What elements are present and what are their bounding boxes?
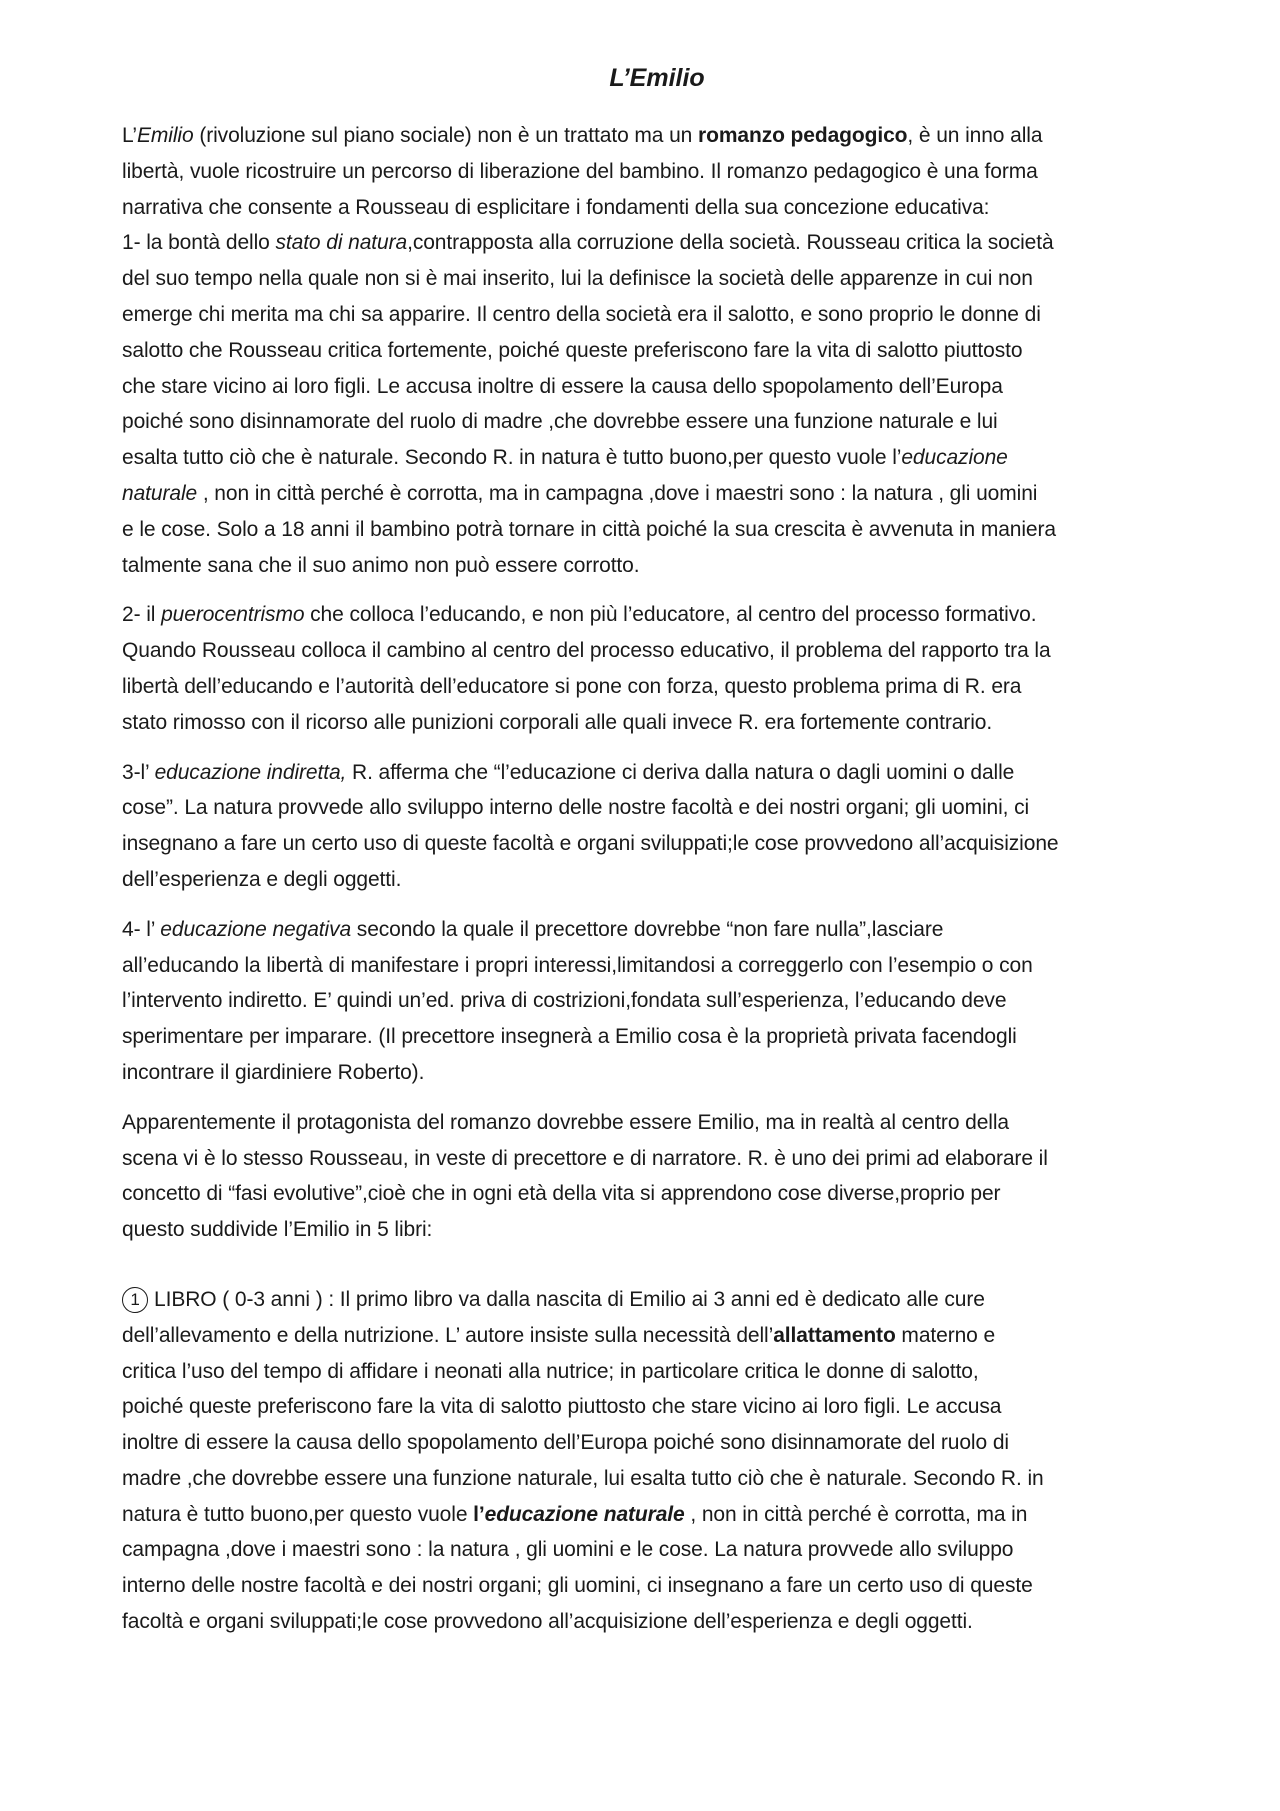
text-line: dell’allevamento e della nutrizione. L’ autore insiste sulla necessità dell’allattamento materno e (122, 1323, 996, 1347)
italic-text: naturale (122, 481, 198, 505)
text-line: 1- la bontà dello stato di natura,contrapposta alla corruzione della società. Rousseau critica la società (122, 231, 1054, 255)
text-line: Apparentemente il protagonista del romanzo dovrebbe essere Emilio, ma in realtà al centro della (122, 1110, 1009, 1134)
text-line: 1 LIBRO ( 0-3 anni ) : Il primo libro va dalla nascita di Emilio ai 3 anni ed è dedicato alle cure (122, 1282, 1192, 1318)
text-line: poiché queste preferiscono fare la vita di salotto piuttosto che stare vicino ai loro figli. Le accusa (122, 1395, 1002, 1419)
text-line: dell’esperienza e degli oggetti. (122, 867, 402, 891)
text-line: natura è tutto buono,per questo vuole l’educazione naturale , non in città perché è corrotta, ma in (122, 1502, 1028, 1526)
text-line: narrativa che consente a Rousseau di esplicitare i fondamenti della sua concezione educativa: (122, 195, 990, 219)
text-line: critica l’uso del tempo di affidare i neonati alla nutrice; in particolare critica le donne di salotto, (122, 1359, 979, 1383)
text-line: sperimentare per imparare. (Il precettore insegnerà a Emilio cosa è la proprietà privata facendogli (122, 1025, 1017, 1049)
text-line: campagna ,dove i maestri sono : la natura , gli uomini e le cose. La natura provvede allo sviluppo (122, 1538, 1014, 1562)
text-line: questo suddivide l’Emilio in 5 libri: (122, 1218, 433, 1242)
text-line: insegnano a fare un certo uso di queste facoltà e organi sviluppati;le cose provvedono all’acquisizione (122, 832, 1059, 856)
text-line: incontrare il giardiniere Roberto). (122, 1060, 425, 1084)
circled-number-icon: 1 (122, 1287, 148, 1313)
italic-text: puerocentrismo (161, 603, 305, 627)
text-line: libertà, vuole ricostruire un percorso di liberazione del bambino. Il romanzo pedagogico è una forma (122, 159, 1038, 183)
text-line: l’intervento indiretto. E’ quindi un’ed. priva di costrizioni,fondata sull’esperienza, l’educando deve (122, 989, 1007, 1013)
text-line: all’educando la libertà di manifestare i propri interessi,limitandosi a correggerlo con l’esempio o con (122, 953, 1033, 977)
text-line: del suo tempo nella quale non si è mai inserito, lui la definisce la società delle apparenze in cui non (122, 267, 1033, 291)
italic-text: educazione negativa (160, 917, 352, 941)
text-line: madre ,che dovrebbe essere una funzione naturale, lui esalta tutto ciò che è naturale. Secondo R. in (122, 1466, 1044, 1490)
paragraph-libro-1 (122, 1282, 1192, 1640)
text-line: che stare vicino ai loro figli. Le accusa inoltre di essere la causa dello spopolamento dell’Europa (122, 374, 1003, 398)
document-page (122, 60, 1192, 1654)
text-line: interno delle nostre facoltà e dei nostri organi; gli uomini, ci insegnano a fare un certo uso di queste (122, 1574, 1033, 1598)
bold-text: romanzo pedagogico (698, 124, 908, 147)
text-line: esalta tutto ciò che è naturale. Secondo R. in natura è tutto buono,per questo vuole l’educazione (122, 446, 1008, 470)
bold-italic-text: educazione naturale (484, 1502, 685, 1526)
text-line: concetto di “fasi evolutive”,cioè che in ogni età della vita si apprendono cose diverse,proprio per (122, 1182, 1001, 1206)
paragraph-educazione-negativa (122, 912, 1192, 1091)
italic-text: Emilio (137, 124, 194, 147)
bold-text: l’ (473, 1502, 485, 1526)
text-line: 4- l’ educazione negativa secondo la quale il precettore dovrebbe “non fare nulla”,lasciare (122, 917, 944, 941)
text-line: salotto che Rousseau critica fortemente, poiché queste preferiscono fare la vita di salotto piuttosto (122, 338, 1023, 362)
text-line: facoltà e organi sviluppati;le cose provvedono all’acquisizione dell’esperienza e degli oggetti. (122, 1610, 973, 1634)
text-line: Quando Rousseau colloca il cambino al centro del processo educativo, il problema del rapporto tra la (122, 639, 1051, 663)
paragraph-fasi-evolutive (122, 1105, 1192, 1248)
text-line: poiché sono disinnamorate del ruolo di madre ,che dovrebbe essere una funzione naturale e lui (122, 410, 998, 434)
text-line: talmente sana che il suo animo non può essere corrotto. (122, 553, 640, 577)
bold-text: allattamento (773, 1323, 896, 1347)
italic-text: educazione indiretta, (154, 760, 347, 784)
text-line: stato rimosso con il ricorso alle punizioni corporali alle quali invece R. era fortemente contrario. (122, 710, 993, 734)
text-line: 3-l’ educazione indiretta, R. afferma che “l’educazione ci deriva dalla natura o dagli uomini o dalle (122, 760, 1015, 784)
text-line: L’Emilio (rivoluzione sul piano sociale) non è un trattato ma un romanzo pedagogico, è un inno alla (122, 124, 1043, 147)
italic-text: educazione (901, 446, 1008, 470)
italic-text: stato di natura (275, 231, 408, 255)
paragraph-educazione-indiretta (122, 755, 1192, 898)
text-line: cose”. La natura provvede allo sviluppo interno delle nostre facoltà e dei nostri organi; gli uomini, ci (122, 796, 1030, 820)
paragraph-puerocentrismo (122, 597, 1192, 740)
page-title: L’Emilio (609, 64, 705, 92)
paragraph-intro (122, 118, 1192, 583)
text-line: emerge chi merita ma chi sa apparire. Il centro della società era il salotto, e sono proprio le donne di (122, 302, 1041, 326)
text-line: inoltre di essere la causa dello spopolamento dell’Europa poiché sono disinnamorate del ruolo di (122, 1431, 1009, 1455)
text-line: 2- il puerocentrismo che colloca l’educando, e non più l’educatore, al centro del processo formativo. (122, 603, 1037, 627)
text-line: libertà dell’educando e l’autorità dell’educatore si pone con forza, questo problema prima di R. era (122, 674, 1022, 698)
text-line: naturale , non in città perché è corrotta, ma in campagna ,dove i maestri sono : la natura , gli uomini (122, 481, 1038, 505)
text-line: scena vi è lo stesso Rousseau, in veste di precettore e di narratore. R. è uno dei primi ad elaborare il (122, 1146, 1048, 1170)
text-line: e le cose. Solo a 18 anni il bambino potrà tornare in città poiché la sua crescita è avvenuta in maniera (122, 517, 1056, 541)
